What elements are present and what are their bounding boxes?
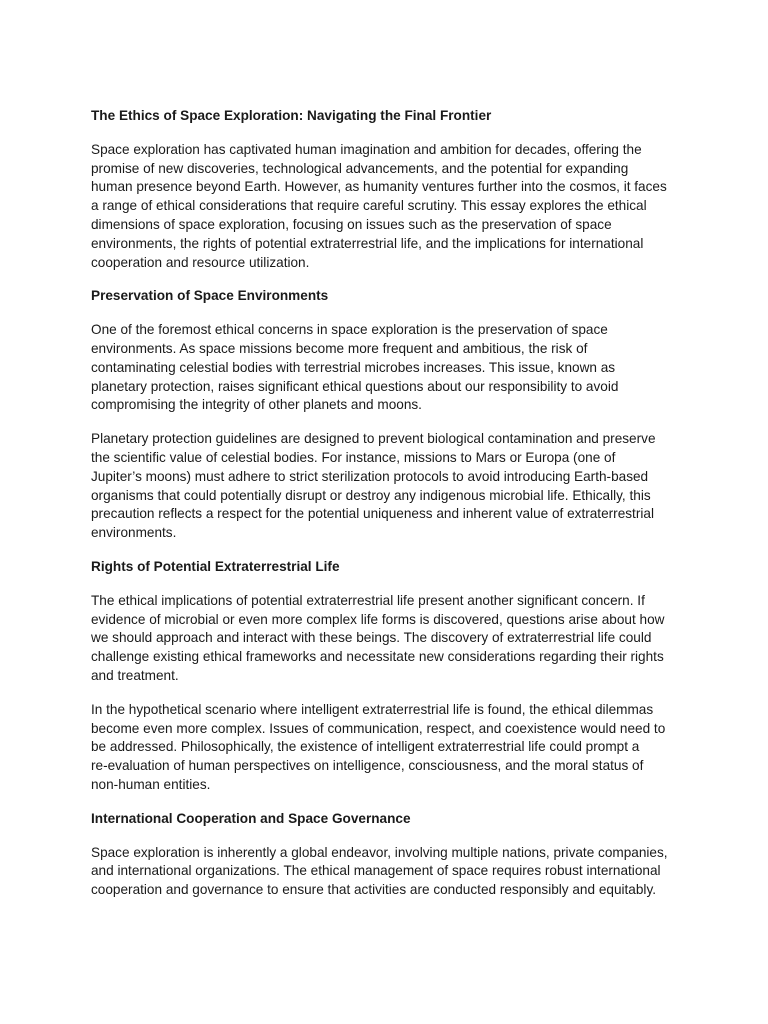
body-paragraph (91, 592, 691, 686)
text-line: be addressed. Philosophically, the existence of intelligent extraterrestrial life could prompt a (91, 739, 640, 755)
text-line: environments. (91, 525, 177, 541)
text-line: promise of new discoveries, technological advancements, and the potential for expanding (91, 160, 629, 176)
text-line: cooperation and resource utilization. (91, 254, 310, 270)
text-line: Jupiter’s moons) must adhere to strict sterilization protocols to avoid introducing Earth-based (91, 468, 649, 484)
text-line: organisms that could potentially disrupt or destroy any indigenous microbial life. Ethically, this (91, 487, 651, 503)
text-line: In the hypothetical scenario where intelligent extraterrestrial life is found, the ethical dilemmas (91, 701, 654, 717)
text-line: dimensions of space exploration, focusing on issues such as the preservation of space (91, 216, 612, 232)
intro-paragraph (91, 141, 691, 273)
text-line: challenge existing ethical frameworks and necessitate new considerations regarding their rights (91, 649, 664, 665)
text-line: compromising the integrity of other planets and moons. (91, 397, 422, 413)
text-line: environments, the rights of potential extraterrestrial life, and the implications for international (91, 235, 644, 251)
body-paragraph (91, 701, 691, 795)
text-line: we should approach and interact with these beings. The discovery of extraterrestrial life could (91, 630, 652, 646)
text-line: a range of ethical considerations that require careful scrutiny. This essay explores the ethical (91, 198, 647, 214)
text-line: re-evaluation of human perspectives on intelligence, consciousness, and the moral status of (91, 758, 644, 774)
text-line: One of the foremost ethical concerns in space exploration is the preservation of space (91, 322, 608, 338)
document-page (91, 107, 691, 915)
text-line: precaution reflects a respect for the potential uniqueness and inherent value of extraterrestrial (91, 506, 654, 522)
body-paragraph (91, 321, 691, 415)
text-line: the scientific value of celestial bodies. For instance, missions to Mars or Europa (one of (91, 449, 616, 465)
document-title: The Ethics of Space Exploration: Navigating the Final Frontier (91, 108, 492, 123)
text-line: cooperation and governance to ensure that activities are conducted responsibly and equitably. (91, 882, 657, 898)
body-paragraph (91, 430, 691, 543)
body-paragraph (91, 844, 691, 900)
text-line: and international organizations. The ethical management of space requires robust international (91, 863, 661, 879)
section-heading-preservation: Preservation of Space Environments (91, 288, 329, 304)
text-line: Planetary protection guidelines are designed to prevent biological contamination and preserve (91, 431, 656, 447)
section-heading-cooperation: International Cooperation and Space Governance (91, 810, 411, 826)
text-line: contaminating celestial bodies with terrestrial microbes increases. This issue, known as (91, 359, 616, 375)
text-line: become even more complex. Issues of communication, respect, and coexistence would need to (91, 720, 666, 736)
text-line: environments. As space missions become more frequent and ambitious, the risk of (91, 340, 588, 356)
section-heading-extraterrestrial-life: Rights of Potential Extraterrestrial Life (91, 558, 340, 574)
text-line: and treatment. (91, 667, 179, 683)
text-line: human presence beyond Earth. However, as humanity ventures further into the cosmos, it faces (91, 179, 667, 195)
text-line: The ethical implications of potential extraterrestrial life present another significant concern. If (91, 592, 645, 608)
text-line: non-human entities. (91, 776, 211, 792)
text-line: planetary protection, raises significant ethical questions about our responsibility to avoid (91, 378, 619, 394)
text-line: Space exploration is inherently a global endeavor, involving multiple nations, private companies, (91, 844, 668, 860)
text-line: Space exploration has captivated human imagination and ambition for decades, offering the (91, 141, 642, 157)
text-line: evidence of microbial or even more complex life forms is discovered, questions arise about how (91, 611, 665, 627)
